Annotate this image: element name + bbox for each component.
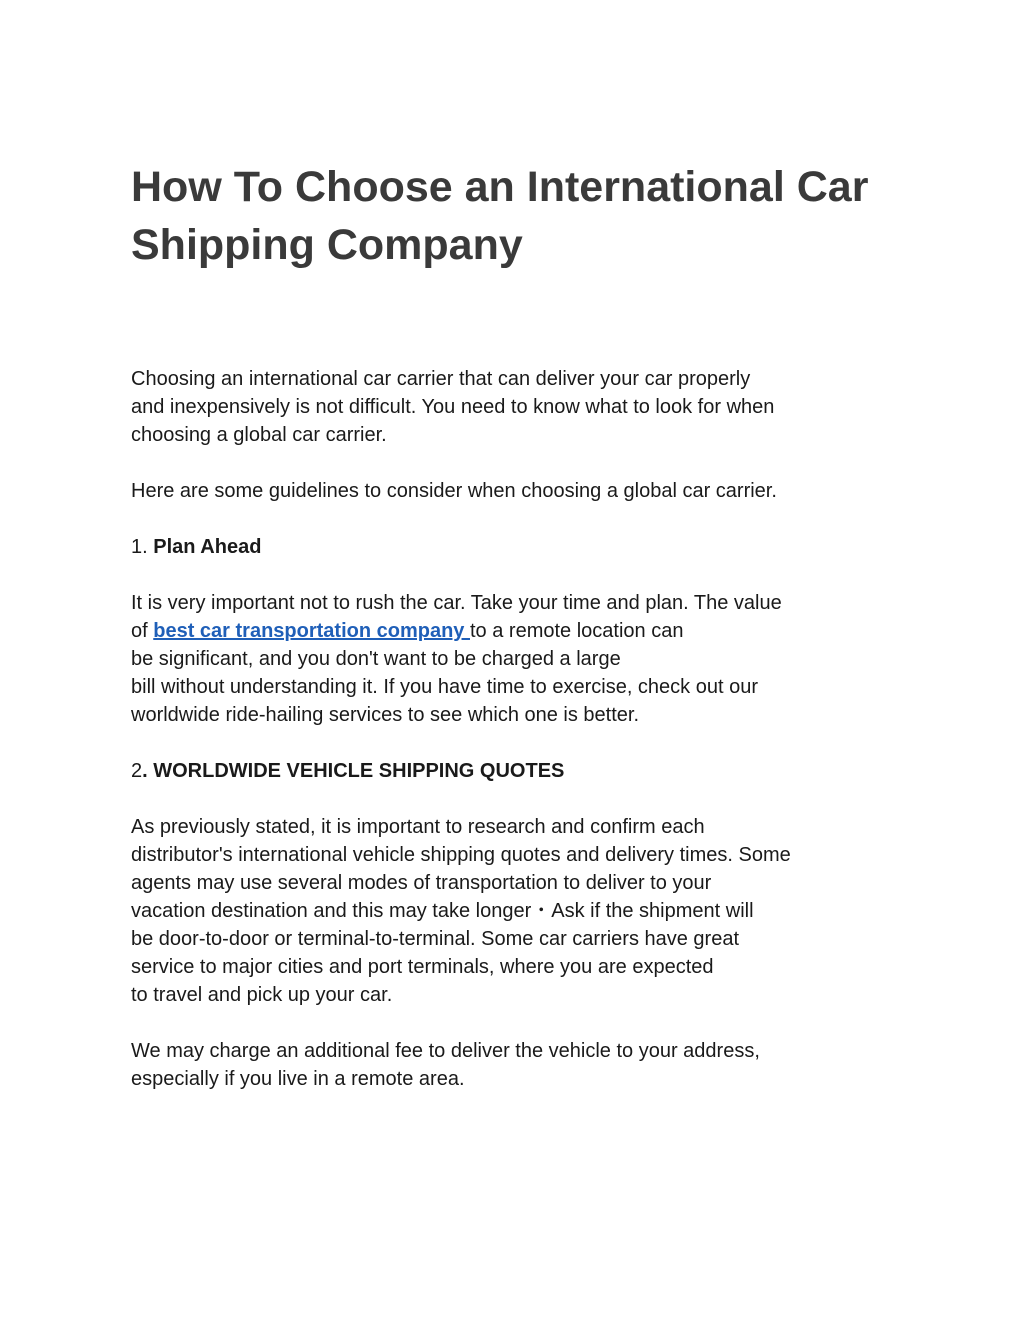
section-2-line-5: be door-to-door or terminal-to-terminal. Some car carriers have great bbox=[131, 928, 740, 950]
best-car-transportation-link[interactable]: best car transportation company bbox=[153, 620, 470, 642]
closing-line-2: especially if you live in a remote area. bbox=[131, 1068, 465, 1090]
section-1-number: 1. bbox=[131, 536, 154, 558]
article-body bbox=[131, 365, 901, 1121]
section-2-heading-text: . WORLDWIDE VEHICLE SHIPPING QUOTES bbox=[142, 760, 565, 782]
intro-paragraph bbox=[131, 365, 901, 449]
section-2-heading bbox=[131, 757, 901, 785]
page-title bbox=[131, 158, 901, 274]
guidelines-intro-line: Here are some guidelines to consider when choosing a global car carrier. bbox=[131, 480, 777, 502]
section-2-paragraph bbox=[131, 813, 901, 1009]
section-1-heading-text: Plan Ahead bbox=[153, 536, 262, 558]
section-1-line-4: bill without understanding it. If you have time to exercise, check out our bbox=[131, 676, 759, 698]
section-1-line-2-prefix: of bbox=[131, 620, 154, 642]
section-1-line-2-suffix: to a remote location can bbox=[470, 620, 684, 642]
title-line-1: How To Choose an International Car bbox=[131, 163, 869, 211]
section-2-line-2: distributor's international vehicle shipping quotes and delivery times. Some bbox=[131, 844, 791, 866]
intro-line-3: choosing a global car carrier. bbox=[131, 424, 387, 446]
section-2-line-3: agents may use several modes of transportation to deliver to your bbox=[131, 872, 712, 894]
section-2-line-7: to travel and pick up your car. bbox=[131, 984, 393, 1006]
guidelines-intro-paragraph bbox=[131, 477, 901, 505]
title-line-2: Shipping Company bbox=[131, 221, 523, 269]
section-2-line-6: service to major cities and port terminals, where you are expected bbox=[131, 956, 714, 978]
section-1-line-1: It is very important not to rush the car. Take your time and plan. The value bbox=[131, 592, 782, 614]
section-1-heading bbox=[131, 533, 901, 561]
section-2-number: 2 bbox=[131, 760, 143, 782]
section-1-line-5: worldwide ride-hailing services to see which one is better. bbox=[131, 704, 640, 726]
section-1-paragraph bbox=[131, 589, 901, 729]
intro-line-1: Choosing an international car carrier that can deliver your car properly bbox=[131, 368, 751, 390]
closing-paragraph bbox=[131, 1037, 901, 1093]
section-2-line-1: As previously stated, it is important to research and confirm each bbox=[131, 816, 705, 838]
section-1-line-3: be significant, and you don't want to be charged a large bbox=[131, 648, 621, 670]
section-1-line-2 bbox=[131, 617, 901, 645]
section-2-line-4: vacation destination and this may take longer・Ask if the shipment will bbox=[131, 900, 754, 922]
closing-line-1: We may charge an additional fee to deliver the vehicle to your address, bbox=[131, 1040, 760, 1062]
intro-line-2: and inexpensively is not difficult. You need to know what to look for when bbox=[131, 396, 775, 418]
